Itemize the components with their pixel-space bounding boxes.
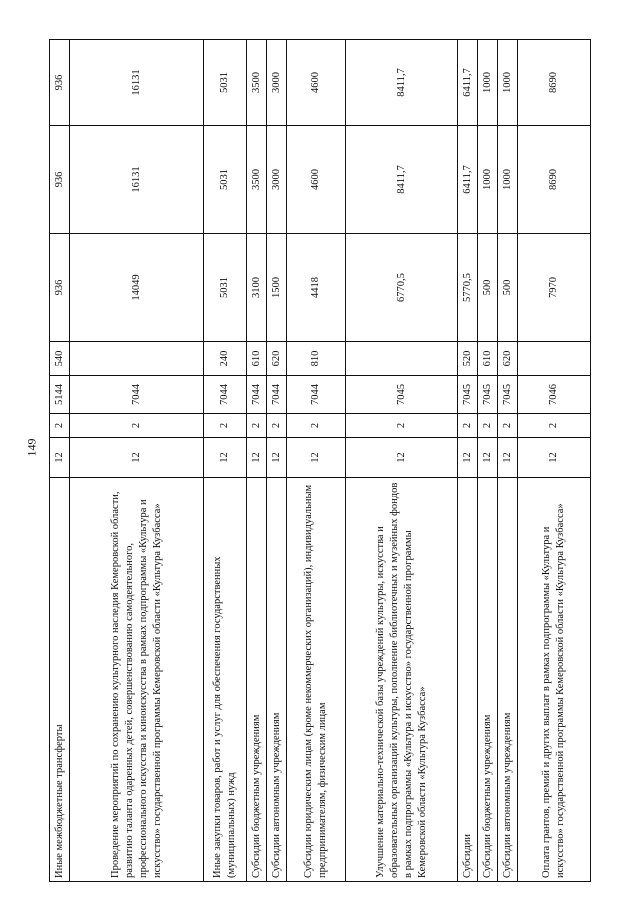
table-row [346, 40, 458, 882]
target-item-code: 7044 [287, 376, 346, 414]
amount-year-1: 5770,5 [458, 234, 478, 342]
amount-year-1: 7970 [518, 234, 591, 342]
page-number [22, 432, 42, 462]
section-code: 12 [267, 438, 287, 478]
amount-year-1: 500 [478, 234, 498, 342]
amount-year-1: 5031 [204, 234, 247, 342]
amount-year-3: 1000 [498, 40, 518, 126]
subsection-code: 2 [498, 414, 518, 438]
amount-year-3: 6411,7 [458, 40, 478, 126]
amount-year-1: 6770,5 [346, 234, 458, 342]
amount-year-2: 1000 [478, 126, 498, 234]
table-row [50, 40, 70, 882]
target-item-code: 5144 [50, 376, 70, 414]
section-code: 12 [458, 438, 478, 478]
section-code: 12 [70, 438, 204, 478]
row-description: Субсидии бюджетным учреждениям [478, 478, 498, 882]
table-row [458, 40, 478, 882]
row-description: Иные межбюджетные трансферты [50, 478, 70, 882]
target-item-code: 7044 [267, 376, 287, 414]
subsection-code: 2 [204, 414, 247, 438]
subsection-code: 2 [50, 414, 70, 438]
amount-year-2: 5031 [204, 126, 247, 234]
table-row [204, 40, 247, 882]
amount-year-2: 1000 [498, 126, 518, 234]
amount-year-3: 5031 [204, 40, 247, 126]
target-item-code: 7044 [204, 376, 247, 414]
amount-year-2: 8411,7 [346, 126, 458, 234]
expense-type-code: 240 [204, 342, 247, 376]
table-body [50, 40, 591, 882]
row-description: Субсидии автономным учреждениям [498, 478, 518, 882]
table-row [518, 40, 591, 882]
target-item-code: 7045 [346, 376, 458, 414]
section-code: 12 [346, 438, 458, 478]
expense-type-code: 620 [267, 342, 287, 376]
page-number-text: 149 [24, 438, 39, 456]
section-code: 12 [287, 438, 346, 478]
expense-type-code [346, 342, 458, 376]
target-item-code: 7045 [478, 376, 498, 414]
amount-year-3: 3000 [267, 40, 287, 126]
subsection-code: 2 [267, 414, 287, 438]
amount-year-3: 8411,7 [346, 40, 458, 126]
row-description: Субсидии бюджетным учреждениям [247, 478, 267, 882]
amount-year-1: 1500 [267, 234, 287, 342]
expense-type-code: 540 [50, 342, 70, 376]
amount-year-3: 16131 [70, 40, 204, 126]
amount-year-3: 8690 [518, 40, 591, 126]
table-row [267, 40, 287, 882]
row-description: Субсидии автономным учреждениям [267, 478, 287, 882]
amount-year-3: 3500 [247, 40, 267, 126]
section-code: 12 [498, 438, 518, 478]
section-code: 12 [478, 438, 498, 478]
expense-type-code: 810 [287, 342, 346, 376]
amount-year-2: 6411,7 [458, 126, 478, 234]
amount-year-2: 936 [50, 126, 70, 234]
row-description: Проведение мероприятий по сохранению культурного наследия Кемеровской области, развитию таланта одаренных детей, совершенствованию самодеятельного, профессионального искусства и киноискусства в рамках подпрограммы «Культура и искусство» государственной программы Кемеровской области «Культура Кузбасса» [70, 478, 204, 882]
row-description: Оплата грантов, премий и других выплат в рамках подпрограммы «Культура и искусство» государственной программы Кемеровской области «Культура Кузбасса» [518, 478, 591, 882]
amount-year-2: 3500 [247, 126, 267, 234]
rotated-table-container [49, 40, 590, 882]
subsection-code: 2 [287, 414, 346, 438]
target-item-code: 7044 [247, 376, 267, 414]
target-item-code: 7045 [498, 376, 518, 414]
expense-type-code: 610 [478, 342, 498, 376]
expense-type-code [70, 342, 204, 376]
section-code: 12 [518, 438, 591, 478]
table-row [478, 40, 498, 882]
table-row [70, 40, 204, 882]
section-code: 12 [50, 438, 70, 478]
amount-year-2: 4600 [287, 126, 346, 234]
table-row [287, 40, 346, 882]
budget-table [49, 39, 591, 882]
target-item-code: 7044 [70, 376, 204, 414]
amount-year-3: 4600 [287, 40, 346, 126]
amount-year-1: 3100 [247, 234, 267, 342]
amount-year-2: 3000 [267, 126, 287, 234]
subsection-code: 2 [458, 414, 478, 438]
amount-year-1: 936 [50, 234, 70, 342]
row-description: Иные закупки товаров, работ и услуг для обеспечения государственных (муниципальных) нужд [204, 478, 247, 882]
section-code: 12 [204, 438, 247, 478]
amount-year-3: 936 [50, 40, 70, 126]
amount-year-2: 16131 [70, 126, 204, 234]
amount-year-3: 1000 [478, 40, 498, 126]
row-description: Субсидии [458, 478, 478, 882]
row-description: Улучшение материально-технической базы учреждений культуры, искусства и образовательных организаций культуры, пополнение библиотечных и музейных фондов в рамках подпрограммы «Культура и искусство» государственной программы Кемеровской области «Культура Кузбасса» [346, 478, 458, 882]
subsection-code: 2 [70, 414, 204, 438]
subsection-code: 2 [247, 414, 267, 438]
section-code: 12 [247, 438, 267, 478]
amount-year-1: 14049 [70, 234, 204, 342]
amount-year-1: 500 [498, 234, 518, 342]
amount-year-2: 8690 [518, 126, 591, 234]
table-row [247, 40, 267, 882]
subsection-code: 2 [478, 414, 498, 438]
table-row [498, 40, 518, 882]
target-item-code: 7045 [458, 376, 478, 414]
expense-type-code: 610 [247, 342, 267, 376]
expense-type-code: 520 [458, 342, 478, 376]
expense-type-code: 620 [498, 342, 518, 376]
row-description: Субсидии юридическим лицам (кроме некоммерческих организаций), индивидуальным предпринимателям, физическим лицам [287, 478, 346, 882]
subsection-code: 2 [346, 414, 458, 438]
subsection-code: 2 [518, 414, 591, 438]
expense-type-code [518, 342, 591, 376]
amount-year-1: 4418 [287, 234, 346, 342]
target-item-code: 7046 [518, 376, 591, 414]
